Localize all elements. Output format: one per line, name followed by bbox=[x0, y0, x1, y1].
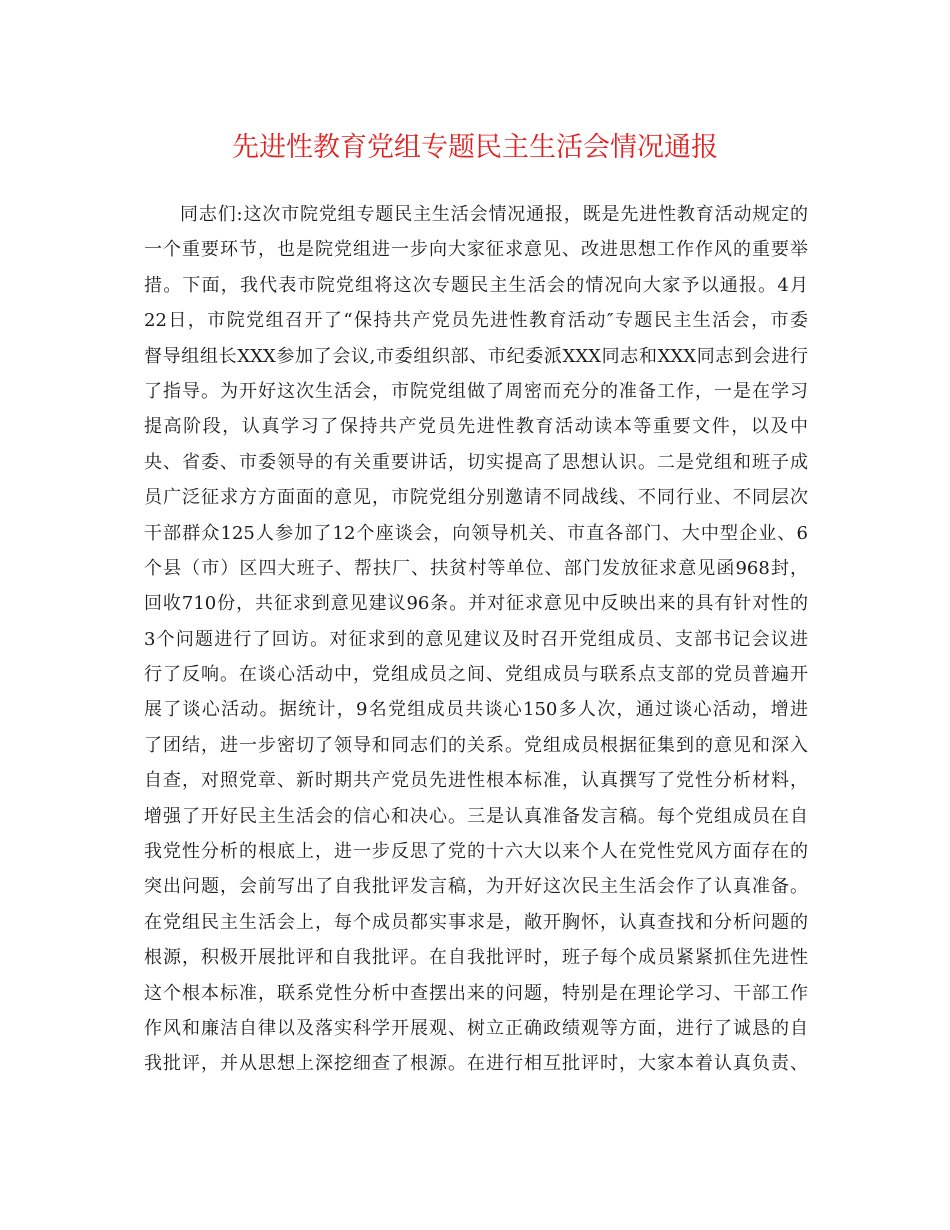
body-line: 回收710份，共征求到意见建议96条。并对征求意见中反映出来的具有针对性的 bbox=[144, 593, 808, 615]
body-line: 干部群众125人参加了12个座谈会，向领导机关、市直各部门、大中型企业、6 bbox=[144, 522, 808, 544]
body-line: 提高阶段，认真学习了保持共产党员先进性教育活动读本等重要文件，以及中 bbox=[144, 416, 808, 438]
body-line: 这个根本标准，联系党性分析中查摆出来的问题，特别是在理论学习、干部工作 bbox=[144, 982, 808, 1004]
body-line: 一个重要环节，也是院党组进一步向大家征求意见、改进思想工作作风的重要举 bbox=[144, 239, 808, 261]
body-line: 增强了开好民主生活会的信心和决心。三是认真准备发言稿。每个党组成员在自 bbox=[144, 805, 808, 827]
body-line: 22日，市院党组召开了“保持共产党员先进性教育活动″专题民主生活会，市委 bbox=[144, 310, 808, 332]
body-line: 督导组组长XXX参加了会议,市委组织部、市纪委派XXX同志和XXX同志到会进行 bbox=[144, 345, 808, 367]
body-line: 我批评，并从思想上深挖细查了根源。在进行相互批评时，大家本着认真负责、 bbox=[144, 1053, 808, 1075]
body-line: 行了反响。在谈心活动中，党组成员之间、党组成员与联系点支部的党员普遍开 bbox=[144, 664, 808, 686]
body-line: 员广泛征求方方面面的意见，市院党组分别邀请不同战线、不同行业、不同层次 bbox=[144, 487, 808, 509]
body-line: 自查，对照党章、新时期共产党员先进性根本标准，认真撰写了党性分析材料， bbox=[144, 770, 808, 792]
body-line: 我党性分析的根底上，进一步反思了党的十六大以来个人在党性党风方面存在的 bbox=[144, 841, 808, 863]
body-line: 同志们:这次市院党组专题民主生活会情况通报，既是先进性教育活动规定的 bbox=[180, 204, 808, 225]
body-line: 措。下面，我代表市院党组将这次专题民主生活会的情况向大家予以通报。4月 bbox=[144, 274, 808, 296]
body-line: 作风和廉洁自律以及落实科学开展观、树立正确政绩观等方面，进行了诚恳的自 bbox=[144, 1017, 808, 1039]
body-line: 根源，积极开展批评和自我批评。在自我批评时，班子每个成员紧紧抓住先进性 bbox=[144, 947, 808, 969]
body-line: 在党组民主生活会上，每个成员都实事求是，敞开胸怀，认真查找和分析问题的 bbox=[144, 911, 808, 933]
body-line: 个县（市）区四大班子、帮扶厂、扶贫村等单位、部门发放征求意见函968封， bbox=[144, 557, 808, 579]
body-line: 了指导。为开好这次生活会，市院党组做了周密而充分的准备工作，一是在学习 bbox=[144, 380, 808, 402]
document-body bbox=[144, 197, 808, 1082]
body-line: 央、省委、市委领导的有关重要讲话，切实提高了思想认识。二是党组和班子成 bbox=[144, 451, 808, 473]
body-line: 突出问题，会前写出了自我批评发言稿，为开好这次民主生活会作了认真准备。 bbox=[144, 876, 808, 898]
document-title: 先进性教育党组专题民主生活会情况通报 bbox=[232, 132, 718, 163]
body-line: 3个问题进行了回访。对征求到的意见建议及时召开党组成员、支部书记会议进 bbox=[144, 628, 808, 650]
body-line: 展了谈心活动。据统计，9名党组成员共谈心150多人次，通过谈心活动，增进 bbox=[144, 699, 808, 721]
body-line: 了团结，进一步密切了领导和同志们的关系。党组成员根据征集到的意见和深入 bbox=[144, 734, 808, 756]
